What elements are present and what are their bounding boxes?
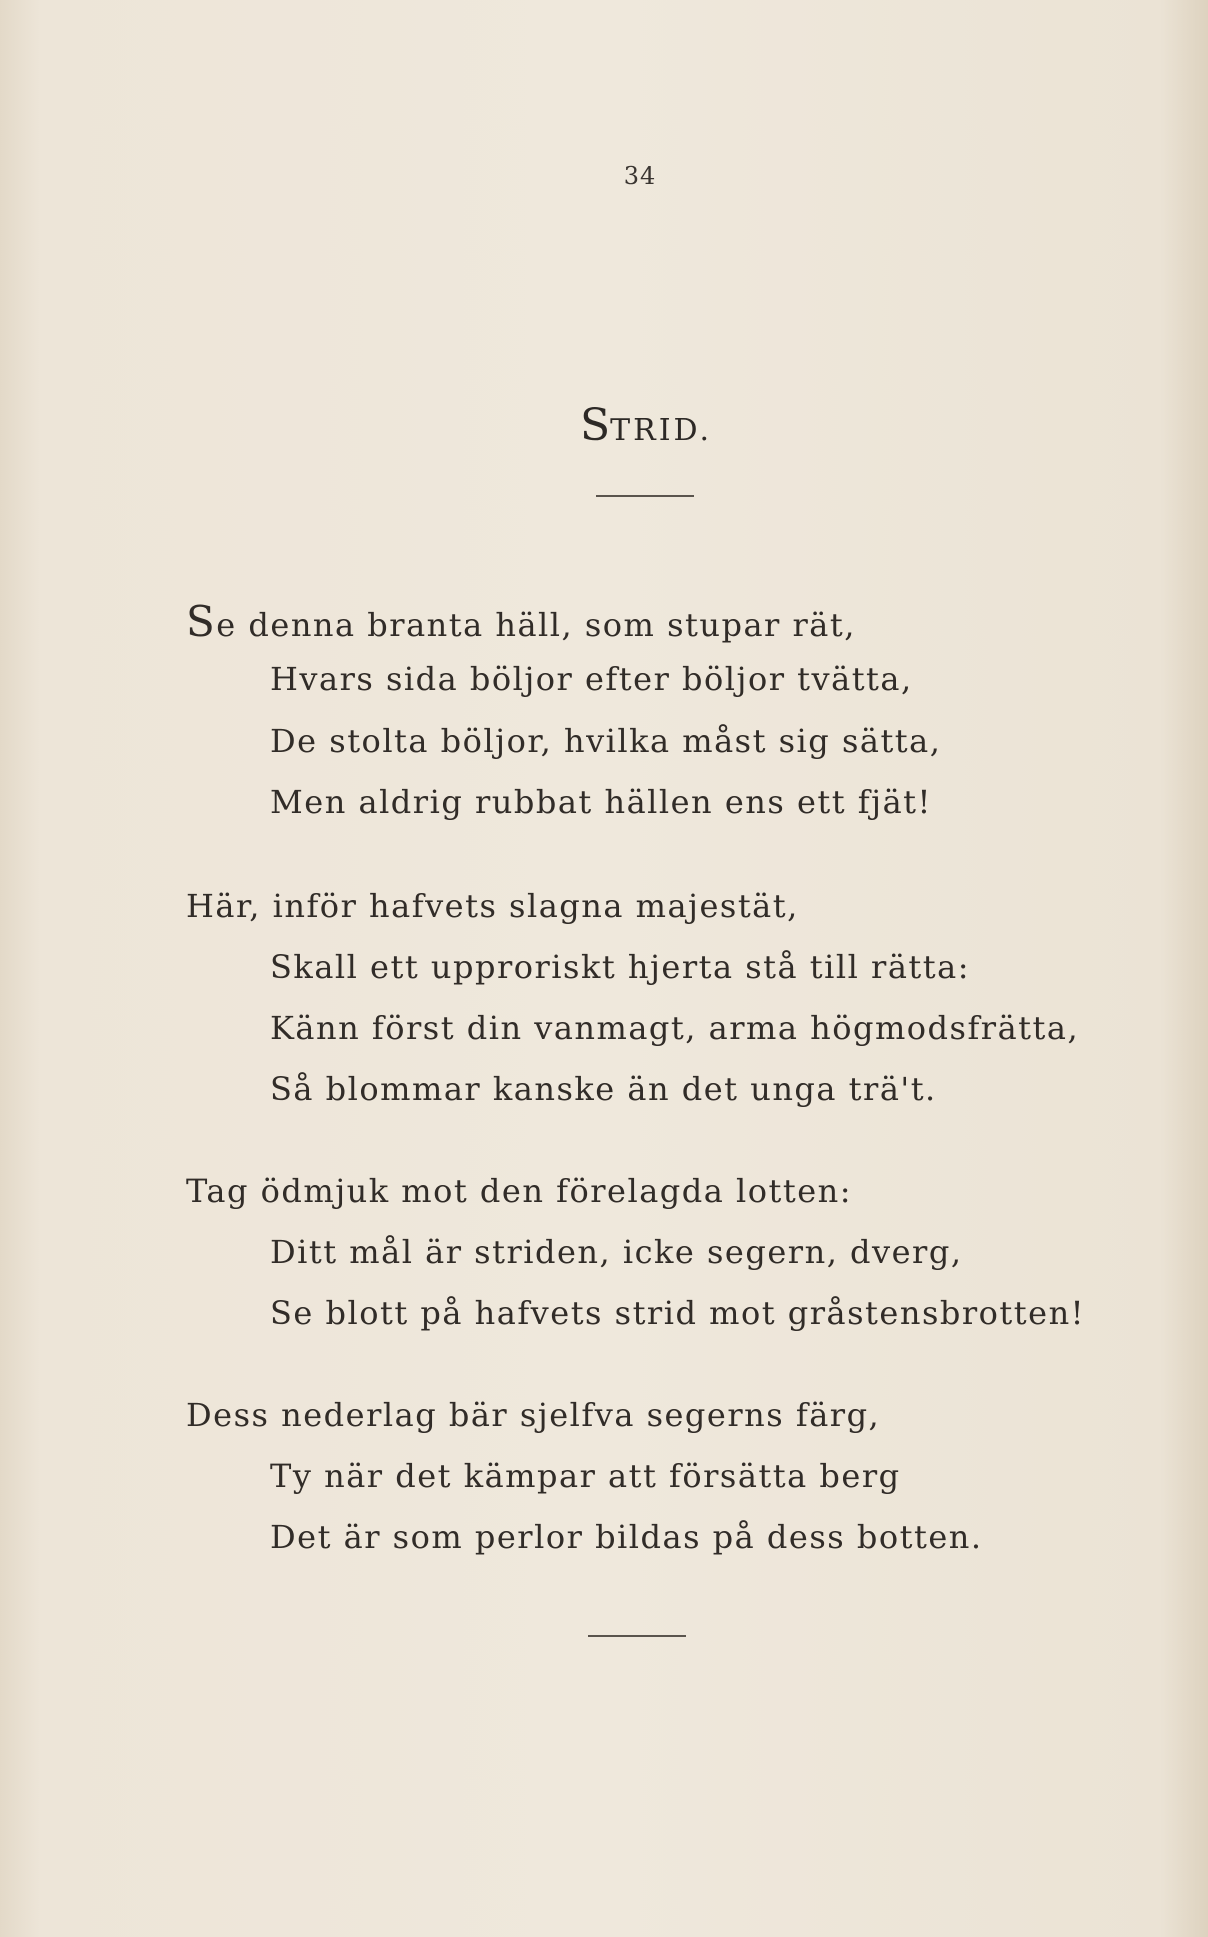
poem-line: Men aldrig rubbat hällen ens ett fjät! [270, 783, 932, 821]
poem-line: Ditt mål är striden, icke segern, dverg, [270, 1233, 963, 1271]
poem-line: Dess nederlag bär sjelfva segerns färg, [186, 1396, 881, 1434]
poem-line: Tag ödmjuk mot den förelagda lotten: [186, 1172, 853, 1210]
poem-title [0, 400, 1208, 451]
title-initial: S [579, 400, 611, 451]
poem-line: Se blott på hafvets strid mot gråstensbrotten! [270, 1294, 1086, 1332]
poem-line: Hvars sida böljor efter böljor tvätta, [270, 660, 913, 698]
poem-line: Så blommar kanske än det unga trä't. [270, 1070, 937, 1108]
end-divider [588, 1635, 686, 1637]
poem-line: De stolta böljor, hvilka måst sig sätta, [270, 722, 942, 760]
page-number: 34 [623, 162, 657, 190]
poem-line: Här, inför hafvets slagna majestät, [186, 887, 799, 925]
poem-line: Se denna branta häll, som stupar rät, [186, 597, 856, 646]
poem-line: Känn först din vanmagt, arma högmodsfrätta, [270, 1009, 1080, 1047]
title-divider [596, 495, 694, 497]
poem-line: Skall ett upproriskt hjerta stå till rätta: [270, 948, 970, 986]
poem-line: Ty när det kämpar att försätta berg [270, 1457, 901, 1495]
drop-cap: S [186, 597, 217, 646]
poem-line: Det är som perlor bildas på dess botten. [270, 1518, 983, 1556]
title-rest: TRID. [610, 413, 713, 448]
